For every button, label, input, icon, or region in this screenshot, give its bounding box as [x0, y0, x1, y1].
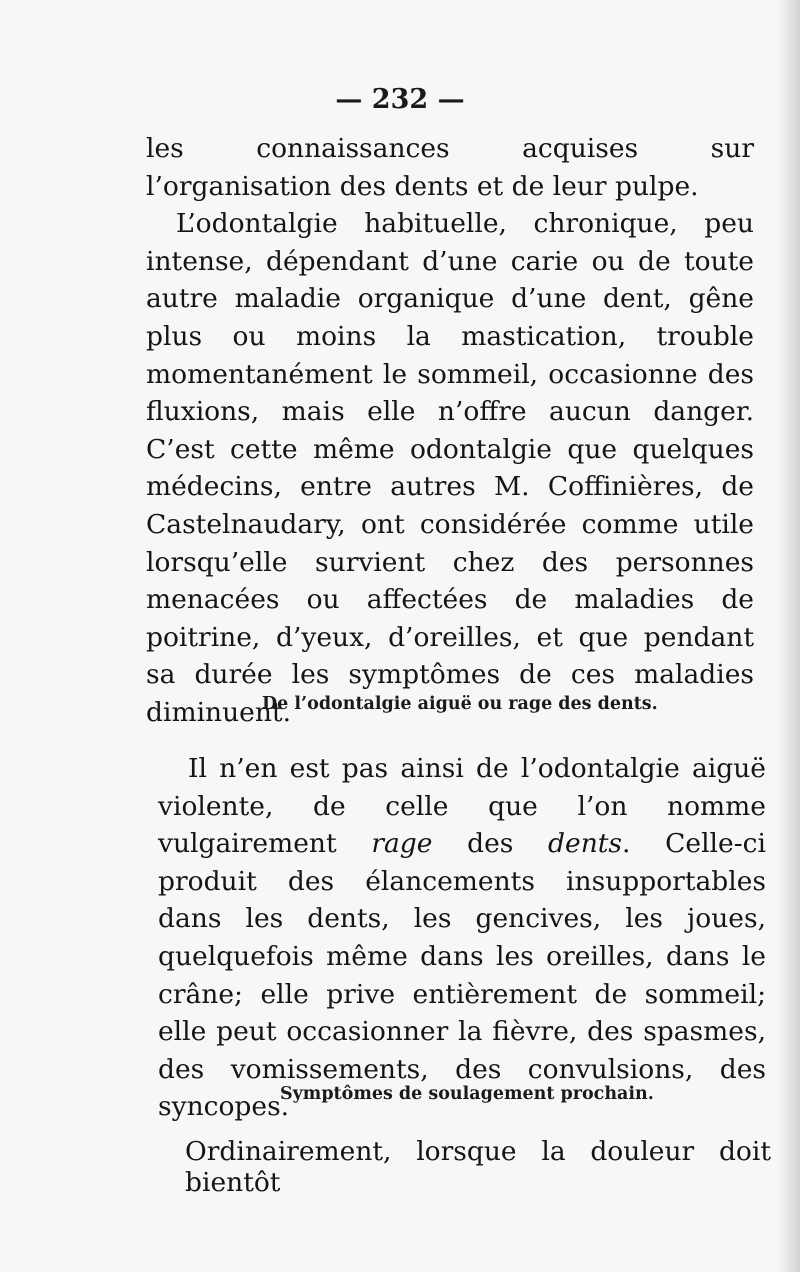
paragraph-text: . Celle-ci produit des élancements insupportables dans les dents, les gencives, les joues, quelquefois même dans les oreilles, dans le crâne; elle prive entièrement de sommeil; elle peut occasionner la fièvre, des spasmes, des vomissements, des convulsions, des syncopes. [158, 828, 766, 1123]
page-number: — 232 — [335, 84, 465, 115]
paragraph-ordinarily: Ordinairement, lorsque la douleur doit bientôt [185, 1136, 771, 1198]
text-block-upper [146, 130, 754, 732]
paragraph-text: Il n’en est pas ainsi de l’odontalgie aiguë violente, de celle que l’on nomme vulgairement [158, 753, 766, 860]
page-edge-shadow [778, 0, 800, 1272]
paragraph-chronic-odontalgia: L’odontalgie habituelle, chronique, peu intense, dépendant d’une carie ou de toute autre maladie organique d’une dent, gêne plus ou moins la mastication, trouble momentanément le sommeil, occasionne des fluxions, mais elle n’offre aucun danger. C’est cette même odontalgie que quelques médecins, entre autres M. Coffinières, de Castelnaudary, ont considérée comme utile lorsqu’elle survient chez des personnes menacées ou affectées de maladies de poitrine, d’yeux, d’oreilles, et que pendant sa durée les symptômes de ces maladies diminuent. [146, 208, 754, 728]
italic-term: dents [548, 828, 623, 860]
text-block-lower [158, 750, 766, 1126]
paragraph-acute-odontalgia [158, 750, 766, 1126]
section-heading-relief-symptoms: Symptômes de soulagement prochain. [280, 1084, 654, 1104]
italic-term: rage [371, 828, 433, 860]
paragraph-continuation: les connaissances acquises sur l’organisation des dents et de leur pulpe. [146, 133, 754, 202]
paragraph-text: des [432, 828, 549, 860]
section-heading-acute-odontalgia: De l’odontalgie aiguë ou rage des dents. [262, 694, 658, 714]
